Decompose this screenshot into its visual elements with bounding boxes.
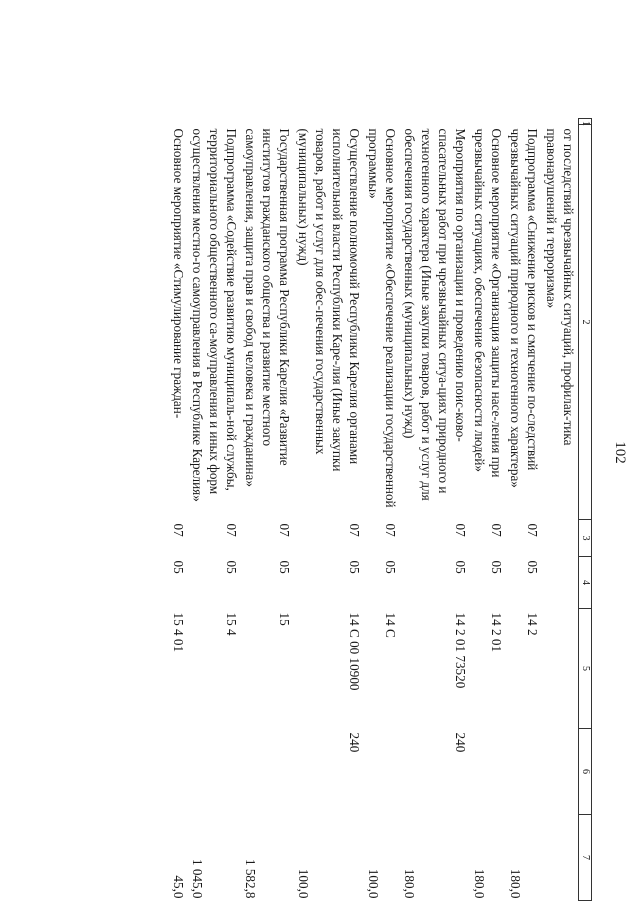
- section-code: 07: [489, 523, 504, 537]
- amount: [542, 815, 579, 901]
- section-code: 07: [171, 523, 186, 537]
- row-name: Основное мероприятие «Стимулирование граждан-: [171, 128, 186, 419]
- column-header-5: 5: [579, 609, 592, 729]
- row-name: Государственная программа Республики Карелия «Развитие институтов гражданского общества и развитие местного самоуправления, защита прав и свобод человека и гражданина»: [243, 128, 292, 487]
- column-header-4: 4: [579, 557, 592, 609]
- target-article-code: 15 4: [224, 612, 239, 636]
- row-name: Осуществление полномочий Республики Карелия органами исполнительной власти Республики Каре-лия (Иные закупки товаров, работ и услуг для обес-печения государственных (муниципальных) нужд): [296, 128, 362, 472]
- column-header-1: 1: [579, 119, 592, 125]
- amount: 1 582,8: [243, 858, 258, 899]
- amount: 100,0: [366, 868, 381, 899]
- target-article-code: [542, 609, 579, 729]
- subsection-code: 05: [171, 560, 186, 574]
- row-name: от последствий чрезвычайных ситуаций, профилак-тика правонарушений и терроризма»: [544, 128, 576, 446]
- table-row: [506, 119, 542, 901]
- header-row: [579, 119, 592, 901]
- expense-type-code: [364, 729, 400, 815]
- expense-type-code: [542, 729, 579, 815]
- budget-table: [169, 118, 592, 901]
- subsection-code: 05: [525, 560, 540, 574]
- column-header-7: 7: [579, 815, 592, 901]
- table-row: [364, 119, 400, 901]
- target-article-code: 14 2 01 73520: [453, 612, 468, 689]
- table-row: [470, 119, 506, 901]
- amount: 45,0: [171, 875, 186, 899]
- amount: 180,0: [472, 868, 487, 899]
- subsection-code: 05: [277, 560, 292, 574]
- table-row: [294, 119, 364, 901]
- subsection-code: 05: [224, 560, 239, 574]
- target-article-code: 14 2: [525, 612, 540, 636]
- row-name: Мероприятия по организации и проведению поис-ково-спасательных работ при чрезвычайных ситуа-циях природного и техногенного характера (Иные закупки товаров, работ и услуг для обеспечения государственных (муниципальных) нужд): [402, 128, 468, 501]
- row-name: Основное мероприятие «Организация защиты насе-ления при чрезвычайных ситуациях, обеспечение безопасности людей»: [472, 128, 504, 478]
- subsection-code: 05: [453, 560, 468, 574]
- expense-type-code: [470, 729, 506, 815]
- column-header-2: 2: [579, 125, 592, 520]
- section-code: 07: [453, 523, 468, 537]
- target-article-code: 15: [277, 612, 292, 626]
- amount: 100,0: [296, 868, 311, 899]
- section-code: 07: [383, 523, 398, 537]
- row-name: Подпрограмма «Снижение рисков и смягчение по-следствий чрезвычайных ситуаций природного и техногенного характера»: [508, 128, 540, 488]
- target-article-code: 15 4 01: [171, 612, 186, 653]
- expense-type-code: [241, 729, 294, 815]
- table-row: [188, 119, 241, 901]
- row-name: Подпрограмма «Содействие развитию муниципаль-ной службы, территориального общественного са-моуправления и иных форм осуществления местно-го самоуправления в Республике Карелия»: [190, 128, 239, 502]
- section-code: [542, 520, 579, 557]
- subsection-code: [542, 557, 579, 609]
- expense-type-code: 240: [453, 732, 468, 753]
- column-header-3: 3: [579, 520, 592, 557]
- section-code: 07: [277, 523, 292, 537]
- subsection-code: 05: [489, 560, 504, 574]
- subsection-code: 05: [347, 560, 362, 574]
- subsection-code: 05: [383, 560, 398, 574]
- expense-type-code: 240: [347, 732, 362, 753]
- section-code: 07: [525, 523, 540, 537]
- expense-type-code: [188, 729, 241, 815]
- target-article-code: 14 С 00 10900: [347, 612, 362, 691]
- table-row: [400, 119, 470, 901]
- amount: 180,0: [508, 868, 523, 899]
- column-header-6: 6: [579, 729, 592, 815]
- amount: 1 045,0: [190, 858, 205, 899]
- budget-table-body: [169, 119, 592, 901]
- expense-type-code: [506, 729, 542, 815]
- section-code: 07: [347, 523, 362, 537]
- table-row: [241, 119, 294, 901]
- target-article-code: 14 С: [383, 612, 398, 638]
- section-code: 07: [224, 523, 239, 537]
- row-name: Основное мероприятие «Обеспечение реализации государственной программы»: [366, 128, 398, 508]
- target-article-code: 14 2 01: [489, 612, 504, 653]
- table-row: [542, 119, 579, 901]
- table-row: [169, 119, 188, 901]
- expense-type-code: [169, 729, 188, 815]
- amount: 180,0: [402, 868, 417, 899]
- page-number: 102: [612, 441, 628, 464]
